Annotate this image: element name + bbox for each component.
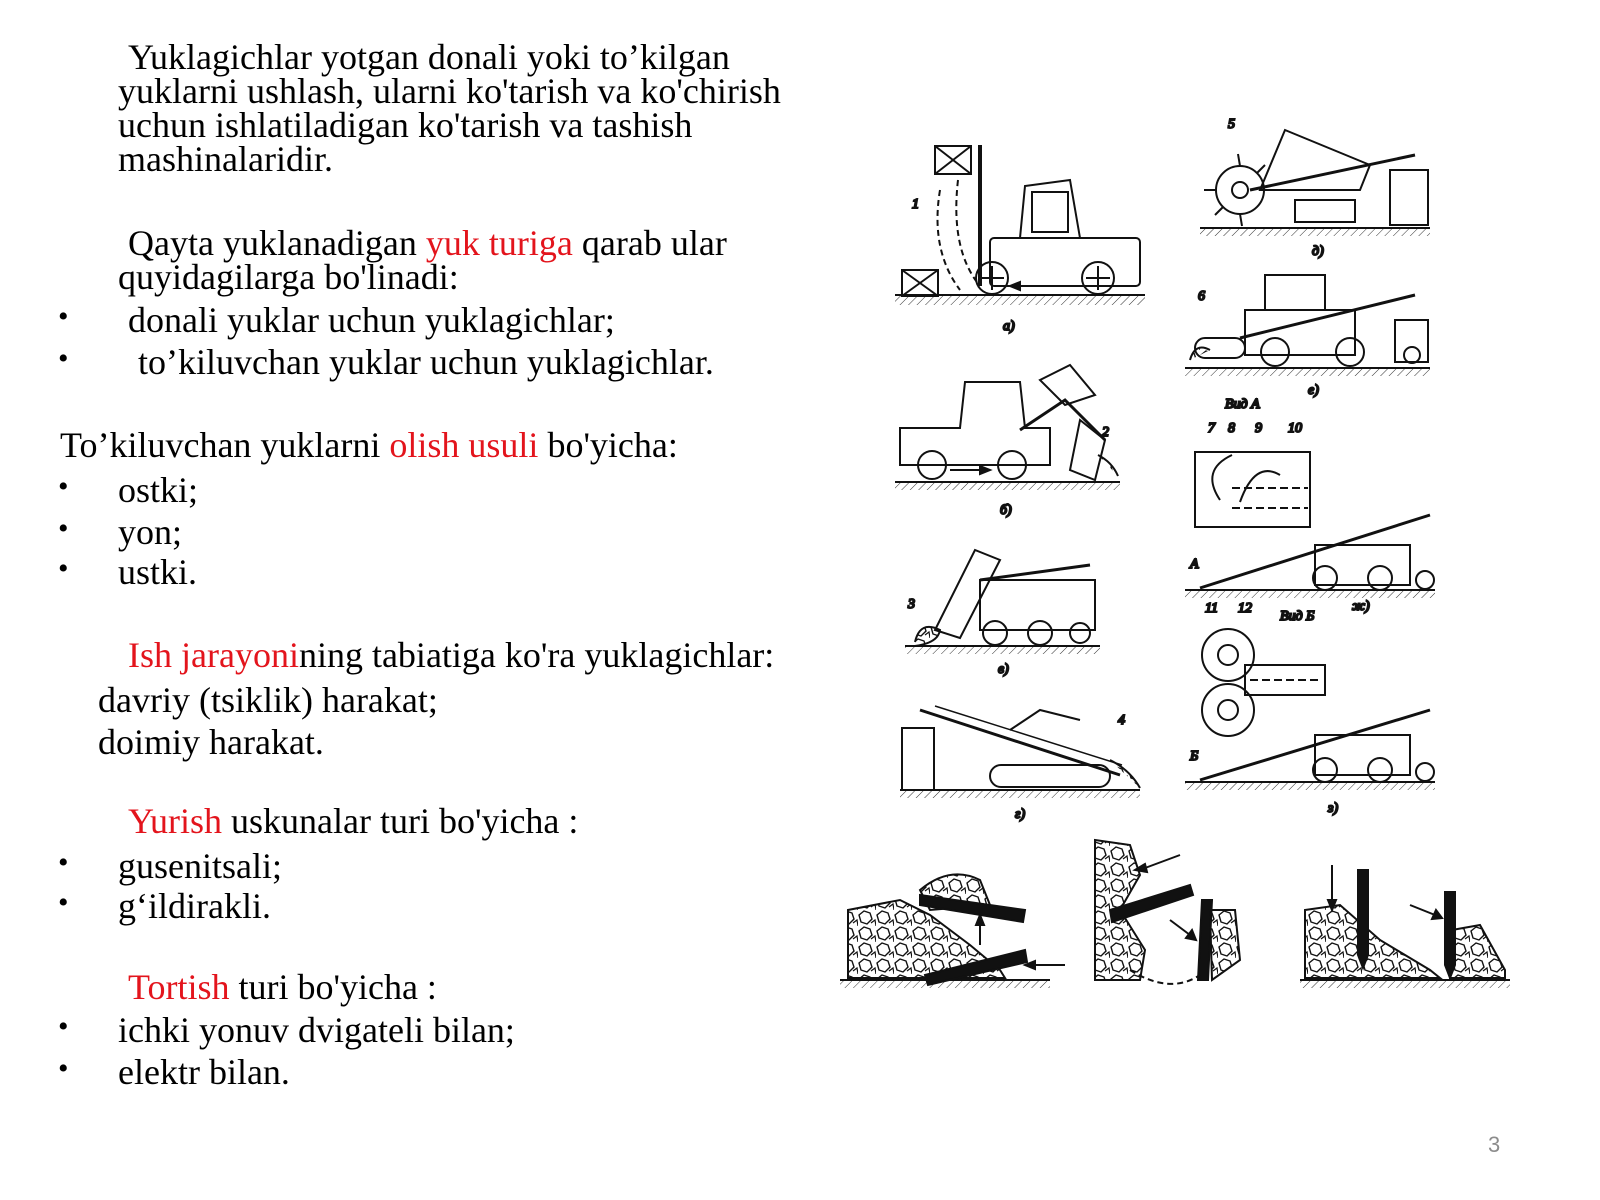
figure-number: 2 xyxy=(1102,425,1109,440)
figure-number: 6 xyxy=(1198,289,1205,304)
loaders-illustration xyxy=(840,110,1540,1010)
figure-caption: в) xyxy=(998,662,1009,677)
bullet-dot: • xyxy=(58,886,69,919)
traction-post: turi bo'yicha : xyxy=(229,967,437,1007)
cargo-type-heading xyxy=(128,223,727,263)
traction-highlight: Tortish xyxy=(128,967,230,1007)
bullet-dot: • xyxy=(58,552,69,585)
view-label: Вид А xyxy=(1225,397,1260,412)
figure-number: 10 xyxy=(1288,421,1302,436)
cargo-type-highlight: yuk turiga xyxy=(425,223,573,263)
work-item: doimiy harakat. xyxy=(98,722,324,762)
view-label: Вид Б xyxy=(1280,609,1315,624)
figure-zh-crab-arm-loader xyxy=(1185,397,1435,614)
figure-number: 12 xyxy=(1238,601,1252,616)
bullet-dot: • xyxy=(58,1052,69,1085)
method-heading xyxy=(60,425,678,465)
bullet-dot: • xyxy=(58,1010,69,1043)
view-marker: Б xyxy=(1190,749,1199,764)
figure-caption: е) xyxy=(1308,383,1319,398)
intro-line-3: uchun ishlatiladigan ko'tarish va tashish xyxy=(118,105,693,145)
traction-heading xyxy=(128,967,437,1007)
running-item: g‘ildirakli. xyxy=(118,886,271,926)
traction-item: ichki yonuv dvigateli bilan; xyxy=(118,1010,515,1050)
intro-line-1: Yuklagichlar yotgan donali yoki to’kilgan xyxy=(128,37,730,77)
view-marker: А xyxy=(1190,557,1199,572)
running-heading xyxy=(128,801,579,841)
cargo-type-item: donali yuklar uchun yuklagichlar; xyxy=(128,300,615,340)
method-pre: To’kiluvchan yuklarni xyxy=(60,425,390,465)
figure-z-rotary-arm-loader xyxy=(1185,601,1435,816)
bullet-dot: • xyxy=(58,300,69,333)
figure-caption: а) xyxy=(1003,319,1015,334)
figure-number: 1 xyxy=(912,197,919,212)
figure-b-front-loader xyxy=(895,365,1120,518)
method-post: bo'yicha: xyxy=(538,425,678,465)
method-item: yon; xyxy=(118,512,183,552)
intro-line-4: mashinalaridir. xyxy=(118,139,333,179)
figure-number: 11 xyxy=(1205,601,1218,616)
work-post: ning tabiatiga ko'ra yuklagichlar: xyxy=(298,635,775,675)
work-highlight: Ish jarayoni xyxy=(128,635,299,675)
figure-caption: д) xyxy=(1312,244,1324,259)
figure-caption: г) xyxy=(1015,807,1026,822)
work-heading xyxy=(128,635,775,675)
cargo-type-line-2: quyidagilarga bo'linadi: xyxy=(118,257,459,297)
figure-number: 5 xyxy=(1228,117,1235,132)
bullet-dot: • xyxy=(58,470,69,503)
figure-a-forklift xyxy=(895,145,1145,334)
bullet-dot: • xyxy=(58,846,69,879)
bullet-dot: • xyxy=(58,512,69,545)
method-side-schematic xyxy=(1095,840,1240,984)
page-number: 3 xyxy=(1488,1132,1501,1157)
figure-caption: ж) xyxy=(1352,599,1370,614)
work-item: davriy (tsiklik) harakat; xyxy=(98,680,438,720)
cargo-type-post: qarab ular xyxy=(572,223,727,263)
method-item: ustki. xyxy=(118,552,198,592)
figure-caption: з) xyxy=(1328,801,1339,816)
intro-line-2: yuklarni ushlash, ularni ko'tarish va ko'chirish xyxy=(118,71,781,111)
figure-caption: б) xyxy=(1000,503,1012,518)
running-post: uskunalar turi bo'yicha : xyxy=(222,801,579,841)
figure-v-scraper-loader xyxy=(905,550,1100,677)
figure-d-rotary-loader xyxy=(1200,117,1430,259)
method-highlight: olish usuli xyxy=(389,425,539,465)
method-item: ostki; xyxy=(118,470,199,510)
figure-number: 8 xyxy=(1228,421,1235,436)
traction-item: elektr bilan. xyxy=(118,1052,290,1092)
figure-number: 3 xyxy=(908,597,915,612)
running-item: gusenitsali; xyxy=(118,846,282,886)
figure-g-conveyor-loader xyxy=(900,706,1140,822)
method-bottom-schematic xyxy=(840,874,1065,988)
method-top-schematic xyxy=(1300,865,1510,988)
figure-number: 7 xyxy=(1208,421,1215,436)
figure-number: 9 xyxy=(1255,421,1262,436)
bullet-dot: • xyxy=(58,342,69,375)
running-highlight: Yurish xyxy=(128,801,223,841)
cargo-type-pre: Qayta yuklanadigan xyxy=(128,223,426,263)
cargo-type-item: to’kiluvchan yuklar uchun yuklagichlar. xyxy=(138,342,714,382)
figure-number: 4 xyxy=(1118,713,1125,728)
figure-e-gathering-loader xyxy=(1185,275,1430,398)
